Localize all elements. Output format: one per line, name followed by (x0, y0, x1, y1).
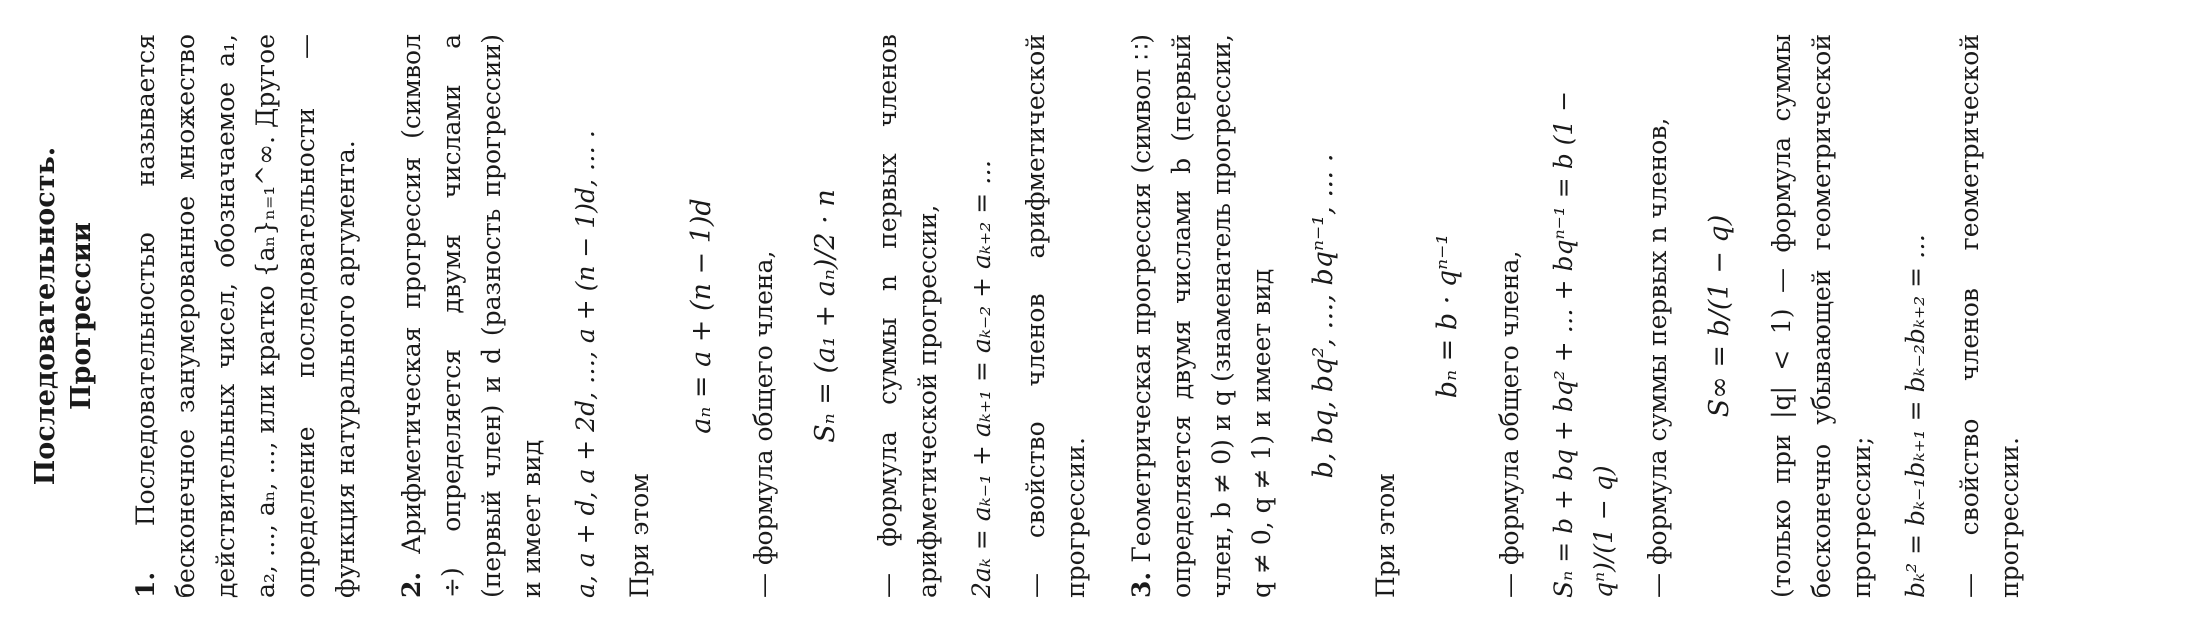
arithmetic-pri-etom: При этом (625, 473, 654, 598)
geometric-infinite-sum-desc: (только при |q| < 1) — формула суммы бесконечно убывающей геометрической прогрессии; (1767, 34, 1876, 598)
paragraph-1-number: 1. (131, 571, 160, 598)
geometric-infinite-sum-formula: S∞ = b/(1 − q) (1704, 214, 1735, 418)
paragraph-3-text: Геометрическая прогрессия (символ ∷) определяется двумя числами b (первый член, b ≠ 0) и q (знаменатель прогрессии, q ≠ 0, q ≠ 1) и имеет вид (1127, 34, 1276, 598)
geometric-sequence: b, bq, bq², …, bqⁿ⁻¹, … . (1308, 153, 1339, 479)
paragraph-3-number: 3. (1127, 571, 1156, 598)
geometric-general-term-formula: bₙ = b · qⁿ⁻¹ (1432, 233, 1463, 399)
paragraph-1 (126, 34, 366, 598)
paragraph-1-text: Последовательностью называется бесконечное занумерованное множество действительных чисел, обозначаемое a₁, a₂, …, aₙ, …, или кратко {aₙ}ₙ₌₁^∞. Другое определение последовательности — функция натурального аргумента. (131, 33, 360, 598)
geometric-general-term-desc: — формула общего члена, (1495, 250, 1524, 598)
paragraph-2 (392, 34, 552, 598)
geometric-sum-desc: — формула суммы первых n членов, (1643, 117, 1672, 598)
arithmetic-property-formula: 2aₖ = aₖ₋₁ + aₖ₊₁ = aₖ₋₂ + aₖ₊₂ = … (967, 159, 996, 598)
section-title-line1: Последовательность. (30, 146, 61, 486)
geometric-pri-etom: При этом (1371, 473, 1400, 598)
paragraph-2-text: Арифметическая прогрессия (символ ÷) определяется двумя числами a (первый член) и d (разность прогрессии) и имеет вид (397, 34, 546, 598)
paragraph-2-number: 2. (397, 571, 426, 598)
arithmetic-sum-desc: — формула суммы n первых членов арифметической прогрессии, (873, 34, 942, 598)
geometric-sum-formula: Sₙ = b + bq + bq² + … + bqⁿ⁻¹ = b (1 − qⁿ)/(1 − q) (1549, 90, 1618, 598)
arithmetic-sequence: a, a + d, a + 2d, …, a + (n − 1)d, … . (571, 130, 600, 598)
section-title-line2: Прогрессии (66, 222, 97, 410)
paragraph-3 (1122, 34, 1282, 598)
geometric-property-desc: — свойство членов геометрической прогрессии. (1955, 34, 2024, 598)
arithmetic-property-desc: — свойство членов арифметической прогрессии. (1021, 34, 1090, 598)
geometric-property-formula: bₖ² = bₖ₋₁bₖ₊₁ = bₖ₋₂bₖ₊₂ = … (1901, 233, 1930, 598)
arithmetic-general-term-desc: — формула общего члена, (749, 250, 778, 598)
arithmetic-general-term-formula: aₙ = a + (n − 1)d (686, 198, 717, 434)
arithmetic-sum-formula: Sₙ = (a₁ + aₙ)/2 · n (810, 189, 841, 443)
